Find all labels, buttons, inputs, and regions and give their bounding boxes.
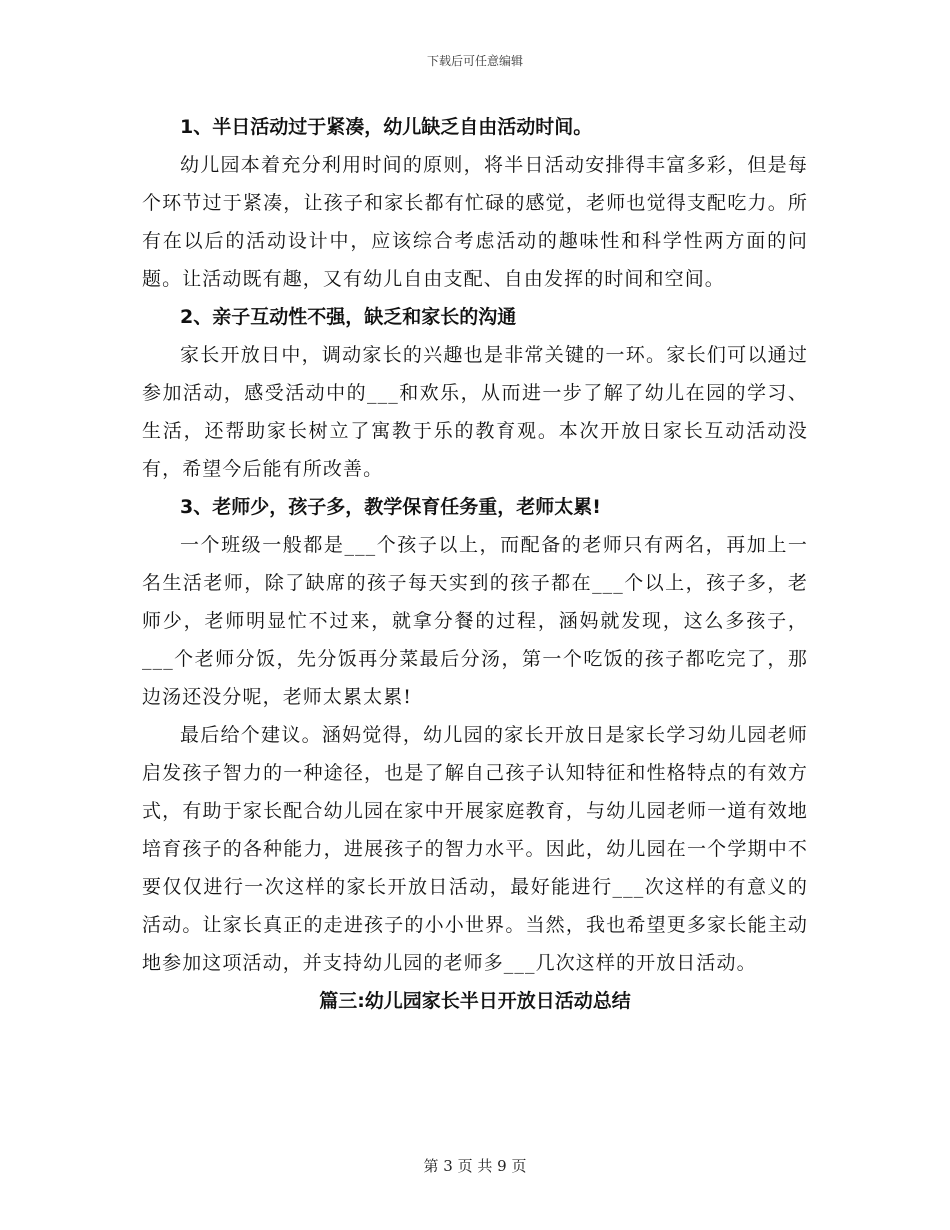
section-2-body: 家长开放日中，调动家长的兴趣也是非常关键的一环。家长们可以通过参加活动，感受活动中的___和欢乐，从而进一步了解了幼儿在园的学习、生活，还帮助家长树立了寓教于乐的教育观。本次开放日家长互动活动没有，希望今后能有所改善。 [142, 344, 808, 480]
section-1-heading: 1、半日活动过于紧凑，幼儿缺乏自由活动时间。 [180, 116, 593, 138]
section-2-heading: 2、亲子互动性不强，缺乏和家长的沟通 [180, 306, 517, 328]
closing-paragraph: 最后给个建议。涵妈觉得，幼儿园的家长开放日是家长学习幼儿园老师启发孩子智力的一种途径，也是了解自己孩子认知特征和性格特点的有效方式，有助于家长配合幼儿园在家中开展家庭教育，与幼儿园老师一道有效地培育孩子的各种能力，进展孩子的智力水平。因此，幼儿园在一个学期中不要仅仅进行一次这样的家长开放日活动，最好能进行___次这样的有意义的活动。让家长真正的走进孩子的小小世界。当然，我也希望更多家长能主动地参加这项活动，并支持幼儿园的老师多___几次这样的开放日活动。 [142, 724, 808, 974]
document-body [142, 108, 808, 1020]
page-header: 下载后可任意编辑 [426, 54, 523, 68]
next-chapter-title: 篇三:幼儿园家长半日开放日活动总结 [319, 990, 631, 1012]
page-footer: 第 3 页 共 9 页 [423, 1157, 527, 1175]
section-3-heading: 3、老师少，孩子多，教学保育任务重，老师太累! [180, 496, 601, 518]
section-1-body: 幼儿园本着充分利用时间的原则，将半日活动安排得丰富多彩，但是每个环节过于紧凑，让孩子和家长都有忙碌的感觉，老师也觉得支配吃力。所有在以后的活动设计中，应该综合考虑活动的趣味性和科学性两方面的问题。让活动既有趣，又有幼儿自由支配、自由发挥的时间和空间。 [142, 154, 808, 290]
section-3-body: 一个班级一般都是___个孩子以上，而配备的老师只有两名，再加上一名生活老师，除了缺席的孩子每天实到的孩子都在___个以上，孩子多，老师少，老师明显忙不过来，就拿分餐的过程，涵妈就发现，这么多孩子，___个老师分饭，先分饭再分菜最后分汤，第一个吃饭的孩子都吃完了，那边汤还没分呢，老师太累太累! [142, 534, 808, 708]
